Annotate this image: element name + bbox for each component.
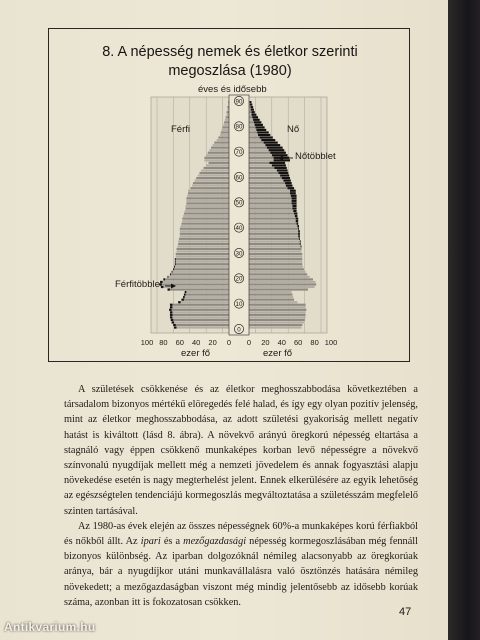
male-bar (213, 144, 229, 146)
male-bar (227, 114, 229, 116)
male-surplus-bar (170, 273, 171, 275)
female-bar (249, 294, 292, 296)
male-bar (178, 240, 229, 242)
male-surplus-bar (185, 291, 187, 293)
x-tick-label-right: 100 (324, 338, 338, 347)
female-bar (249, 276, 310, 278)
watermark: Antikvarium.hu (4, 620, 96, 634)
female-surplus-bar (265, 144, 280, 146)
female-surplus-bar (296, 220, 298, 222)
age-tick-label: 50 (235, 199, 243, 207)
male-bar (221, 131, 229, 133)
female-surplus-bar (288, 187, 295, 189)
female-surplus-bar (292, 200, 297, 202)
male-bar (195, 180, 229, 182)
female-surplus-bar (269, 149, 285, 151)
male-bar (186, 202, 229, 204)
female-bar (249, 225, 299, 227)
female-bar (249, 278, 313, 280)
female-bar (249, 286, 315, 288)
female-bar (249, 301, 297, 303)
female-surplus-bar (264, 142, 278, 144)
male-bar (208, 152, 229, 154)
male-bar (177, 248, 229, 250)
female-surplus-bar (300, 243, 301, 245)
x-tick-label-right: 20 (261, 338, 270, 347)
female-surplus-bar (252, 116, 258, 118)
female-surplus-bar (294, 212, 297, 214)
female-surplus-label: Nőtöbblet (295, 151, 336, 162)
male-bar (186, 207, 229, 209)
male-bar (184, 212, 229, 214)
female-bar (249, 230, 300, 232)
male-bar (175, 263, 229, 265)
male-surplus-bar (175, 261, 176, 263)
male-surplus-bar (170, 314, 172, 316)
male-bar (193, 182, 229, 184)
male-surplus-bar (170, 316, 172, 318)
female-surplus-bar (292, 202, 297, 204)
male-bar (174, 326, 229, 328)
female-bar (249, 299, 294, 301)
age-tick-label: 60 (235, 174, 243, 182)
male-bar (159, 283, 229, 285)
male-surplus-label: Férfitöbblet (115, 279, 163, 290)
female-surplus-bar (256, 129, 266, 131)
female-surplus-bar (250, 104, 252, 106)
male-surplus-bar (172, 271, 173, 273)
male-bar (225, 119, 229, 121)
male-bar (218, 136, 229, 138)
male-surplus-bar (168, 288, 170, 290)
top-age-label: éves és idősebb (198, 84, 267, 95)
age-tick-label: 20 (235, 275, 243, 283)
female-bar (249, 223, 298, 225)
male-bar (178, 301, 229, 303)
male-bar (160, 281, 229, 283)
female-bar (249, 314, 306, 316)
male-surplus-bar (175, 258, 176, 260)
female-bar (249, 218, 298, 220)
male-bar (181, 299, 229, 301)
female-label: Nő (287, 124, 300, 135)
male-bar (182, 218, 229, 220)
male-bar (169, 309, 229, 311)
male-bar (176, 253, 229, 255)
male-surplus-bar (175, 263, 176, 265)
female-bar (249, 190, 296, 192)
x-tick-label-left: 0 (226, 338, 232, 347)
female-surplus-bar (250, 101, 252, 103)
male-bar (182, 220, 229, 222)
female-surplus-bar (261, 139, 275, 141)
age-tick-label: 40 (235, 225, 243, 233)
male-bar (170, 311, 229, 313)
male-bar (204, 167, 229, 169)
female-surplus-bar (297, 225, 299, 227)
female-bar (249, 220, 298, 222)
female-bar (249, 283, 316, 285)
female-bar (249, 212, 297, 214)
male-bar (206, 154, 229, 156)
female-surplus-bar (272, 154, 288, 156)
male-bar (192, 185, 229, 187)
female-surplus-bar (270, 162, 286, 164)
male-bar (224, 121, 229, 123)
male-bar (180, 230, 229, 232)
age-tick-label: 10 (235, 301, 243, 309)
male-bar (187, 195, 229, 197)
male-surplus-bar (174, 266, 175, 268)
male-bar (175, 258, 229, 260)
male-bar (214, 142, 229, 144)
female-bar (249, 258, 302, 260)
female-bar (249, 202, 297, 204)
male-bar (227, 111, 229, 113)
female-surplus-bar (295, 215, 297, 217)
female-surplus-bar (299, 238, 300, 240)
male-surplus-bar (181, 299, 183, 301)
female-surplus-bar (291, 195, 297, 197)
female-bar (249, 291, 292, 293)
x-tick-label-right: 60 (294, 338, 303, 347)
female-surplus-bar (290, 190, 296, 192)
female-surplus-bar (298, 233, 300, 235)
male-surplus-bar (173, 324, 175, 326)
male-bar (181, 225, 229, 227)
x-tick-label-left: 80 (159, 338, 168, 347)
male-bar (223, 124, 229, 126)
female-bar (249, 306, 306, 308)
age-tick-label: 70 (235, 149, 243, 157)
female-bar (249, 197, 297, 199)
female-surplus-bar (277, 169, 288, 171)
female-bar (249, 311, 306, 313)
female-bar (249, 288, 308, 290)
male-bar (217, 139, 229, 141)
female-bar (249, 253, 302, 255)
male-surplus-bar (163, 278, 165, 280)
female-surplus-bar (293, 210, 296, 212)
female-surplus-bar (279, 172, 289, 174)
male-bar (173, 268, 229, 270)
male-bar (168, 276, 230, 278)
paragraph-2-part-c: népesség kormegoszlásában még fennáll bizonyos különbség. Az iparban dolgozóknál némileg alacsonyabb az öregkorúak aránya, bár a nyugdíjkor utáni munkavállalásra való ösztönzés hatására némileg növekedett; a mezőgazdaságban viszont még mindig jelentősebb az idősebb korúak száma, azonban itt is fokozatosan csökken. (64, 536, 418, 608)
male-bar (196, 177, 229, 179)
male-bar (171, 319, 229, 321)
female-bar (249, 319, 305, 321)
male-surplus-bar (174, 326, 176, 328)
female-surplus-bar (286, 185, 293, 187)
male-bar (180, 235, 229, 237)
male-bar (186, 205, 229, 207)
male-surplus-bar (168, 276, 169, 278)
male-bar (185, 210, 229, 212)
female-surplus-bar (280, 174, 289, 176)
age-tick-label: 90 (235, 98, 243, 106)
male-bar (222, 129, 229, 131)
male-bar (177, 245, 229, 247)
female-surplus-bar (258, 134, 270, 136)
male-bar (174, 266, 229, 268)
male-bar (211, 147, 229, 149)
female-bar (249, 187, 294, 189)
male-surplus-bar (172, 321, 174, 323)
male-bar (175, 261, 229, 263)
female-surplus-bar (260, 136, 273, 138)
male-bar (204, 159, 229, 161)
male-bar (222, 126, 229, 128)
female-bar (249, 192, 296, 194)
male-bar (199, 172, 229, 174)
female-bar (249, 250, 301, 252)
female-surplus-bar (292, 207, 296, 209)
emphasis-ipari: ipari (140, 536, 161, 548)
page-number: 47 (399, 606, 412, 618)
male-surplus-bar (170, 306, 172, 308)
male-bar (180, 233, 229, 235)
male-bar (188, 192, 229, 194)
male-bar (170, 304, 229, 306)
male-bar (183, 215, 229, 217)
female-bar (249, 207, 297, 209)
male-bar (204, 157, 229, 159)
female-surplus-bar (270, 152, 286, 154)
female-surplus-bar (251, 114, 256, 116)
female-surplus-bar (292, 205, 296, 207)
female-surplus-bar (285, 182, 292, 184)
female-surplus-bar (297, 223, 299, 225)
female-surplus-bar (290, 192, 296, 194)
male-bar (209, 149, 229, 151)
x-tick-label-right: 40 (277, 338, 286, 347)
female-surplus-bar (257, 131, 268, 133)
female-bar (249, 243, 301, 245)
male-bar (178, 243, 229, 245)
male-bar (163, 278, 229, 280)
female-surplus-bar (255, 124, 263, 126)
female-bar (249, 281, 315, 283)
male-bar (201, 169, 229, 171)
male-bar (188, 190, 229, 192)
female-surplus-bar (300, 240, 301, 242)
male-bar (173, 324, 229, 326)
male-label: Férfi (171, 124, 190, 135)
female-bar (249, 321, 304, 323)
male-bar (185, 291, 229, 293)
female-bar (249, 233, 300, 235)
female-bar (249, 268, 304, 270)
paragraph-2 (64, 519, 418, 610)
female-bar (249, 200, 297, 202)
female-surplus-bar (282, 177, 290, 179)
female-bar (249, 271, 306, 273)
female-bar (249, 245, 301, 247)
female-bar (249, 195, 297, 197)
female-bar (249, 256, 302, 258)
female-bar (249, 235, 300, 237)
male-bar (176, 256, 229, 258)
female-bar (249, 205, 297, 207)
figure-frame (48, 28, 410, 362)
male-bar (179, 238, 229, 240)
male-surplus-bar (171, 319, 173, 321)
female-surplus-bar (251, 111, 254, 113)
female-surplus-bar (267, 147, 283, 149)
female-surplus-bar (254, 121, 261, 123)
female-bar (249, 309, 306, 311)
female-surplus-bar (301, 245, 302, 247)
male-bar (170, 306, 229, 308)
male-bar (184, 294, 229, 296)
male-bar (170, 273, 229, 275)
female-bar (249, 296, 293, 298)
female-bar (249, 304, 306, 306)
male-bar (190, 187, 229, 189)
male-bar (170, 316, 229, 318)
male-surplus-bar (170, 304, 172, 306)
male-bar (198, 174, 229, 176)
age-tick-label: 80 (235, 123, 243, 131)
paragraph-2-part-a: Az 1980-as évek elején az összes népességnek 60%-a munkaképes korú férfiakból és nőkből állt. Az (64, 520, 418, 548)
male-bar (183, 296, 229, 298)
female-surplus-bar (298, 230, 300, 232)
female-surplus-bar (298, 235, 300, 237)
female-surplus-bar (272, 164, 286, 166)
female-bar (249, 240, 301, 242)
x-tick-label-left: 20 (208, 338, 217, 347)
female-bar (249, 273, 307, 275)
x-tick-label-left: 60 (175, 338, 184, 347)
male-surplus-bar (184, 294, 186, 296)
female-bar (249, 263, 302, 265)
population-pyramid-chart (49, 29, 411, 363)
female-surplus-bar (256, 126, 265, 128)
x-tick-label-right: 80 (310, 338, 319, 347)
female-surplus-bar (296, 218, 298, 220)
male-surplus-bar (173, 268, 174, 270)
male-bar (220, 134, 229, 136)
figure-title-line1: 8. A népesség nemek és életkor szerinti (102, 44, 358, 60)
male-surplus-bar (183, 296, 185, 298)
female-bar (249, 316, 306, 318)
body-text (64, 382, 418, 610)
female-bar (249, 261, 302, 263)
female-bar (249, 324, 302, 326)
right-axis-caption: ezer fő (263, 348, 293, 359)
female-bar (249, 238, 300, 240)
female-surplus-bar (253, 119, 260, 121)
female-surplus-bar (274, 167, 286, 169)
male-surplus-bar (169, 309, 171, 311)
paragraph-2-part-b: és a (160, 536, 184, 548)
book-spine (448, 0, 480, 640)
male-bar (172, 271, 229, 273)
female-surplus-bar (251, 109, 254, 111)
paragraph-1: A születések csökkenése és az életkor meghosszabbodása következtében a társadalom bizonyos mértékű elöregedés felé halad, és így egy olyan pozitív jelenség, mint az életkor meghosszabbodása, az adott születési gyakoriság mellett negatív hatást is kiváltott (lásd 8. ábra). A növekvő arányú öregkorú népesség eltartása a stagnáló vagy éppen csökkenő munkaképes korban levő népességre a növekvő színvonalú nyugdíjak mellett még a nemzeti jövedelem és annak fogyasztási alapju növekedése esetén is nagy megterhelést jelent. Ennek elkerülésére az egyik lehetőség az egészségtelen tendenciájú kormegoszlás megváltoztatása a születésszám megfelelő szinten tartásával. (64, 384, 418, 517)
female-surplus-bar (283, 180, 290, 182)
female-surplus-bar (251, 106, 253, 108)
female-surplus-bar (292, 197, 297, 199)
male-bar (180, 228, 229, 230)
age-tick-label: 0 (237, 326, 241, 334)
left-axis-caption: ezer fő (181, 348, 211, 359)
male-bar (209, 162, 230, 164)
x-tick-label-left: 40 (192, 338, 201, 347)
x-tick-label-left: 100 (140, 338, 154, 347)
male-surplus-bar (178, 301, 180, 303)
female-bar (249, 210, 297, 212)
female-bar (249, 215, 297, 217)
male-surplus-bar (170, 311, 172, 313)
figure-title-line2: megoszlása (1980) (168, 63, 292, 79)
male-bar (168, 288, 230, 290)
female-bar (249, 326, 301, 328)
male-bar (170, 314, 229, 316)
male-bar (181, 223, 229, 225)
male-bar (177, 250, 229, 252)
female-bar (249, 266, 303, 268)
age-tick-label: 30 (235, 250, 243, 258)
male-bar (206, 164, 229, 166)
male-bar (186, 197, 229, 199)
emphasis-mezogazdasagi: mezőgazdasági (183, 536, 247, 548)
female-bar (249, 248, 301, 250)
female-bar (249, 228, 299, 230)
female-surplus-bar (298, 228, 299, 230)
male-bar (186, 200, 229, 202)
male-bar (172, 321, 229, 323)
x-tick-label-right: 0 (246, 338, 252, 347)
male-bar (226, 116, 229, 118)
